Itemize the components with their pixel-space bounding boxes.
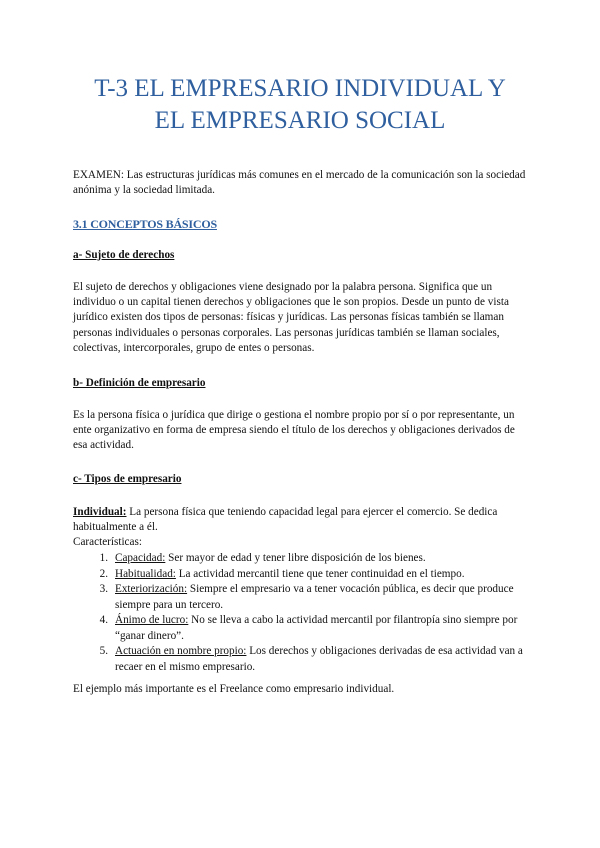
caracteristicas-list: [73, 551, 528, 675]
ejemplo-paragraph: El ejemplo más importante es el Freelance como empresario individual.: [73, 683, 395, 695]
subheading-tipos-empresario: c- Tipos de empresario: [73, 473, 182, 485]
list-item: [73, 582, 528, 613]
list-item-text: Siempre el empresario va a tener vocación pública, es decir que produce siempre para un tercero.: [115, 583, 514, 611]
section-heading: 3.1 CONCEPTOS BÁSICOS: [73, 217, 217, 231]
definicion-empresario-paragraph: Es la persona física o jurídica que dirige o gestiona el nombre propio por sí o por representante, un ente organizativo en forma de empresa siendo el título de los derechos y obligaciones derivados de esa actividad.: [73, 409, 515, 452]
list-item-label: Ánimo de lucro:: [115, 614, 189, 626]
subheading-definicion-empresario: b- Definición de empresario: [73, 377, 206, 389]
title-line-1: T-3 EL EMPRESARIO INDIVIDUAL Y: [94, 75, 506, 102]
list-item-number: 5.: [99, 645, 108, 657]
list-item-number: 3.: [99, 583, 108, 595]
list-item-number: 1.: [99, 552, 108, 564]
list-item-text: La actividad mercantil tiene que tener continuidad en el tiempo.: [175, 567, 465, 580]
list-item-label: Actuación en nombre propio:: [115, 645, 247, 657]
caracteristicas-label: Características:: [73, 536, 142, 548]
list-item-text: Ser mayor de edad y tener libre disposición de los bienes.: [165, 552, 426, 564]
list-item-label: Exteriorización:: [115, 583, 188, 595]
list-item-label: Habitualidad:: [115, 567, 176, 580]
list-item: [73, 567, 528, 583]
sujeto-derechos-paragraph: El sujeto de derechos y obligaciones viene designado por la palabra persona. Significa que un individuo o un capital tienen derechos y obligaciones que le son propios. Desde un punto de vista jurídico existen dos tipos de personas: físicas y jurídicas. Las personas físicas también se llaman personas individuales o personas corporales. Las personas jurídicas también se llaman sociales, colectivas, intercorporales, grupo de entes o personas.: [73, 281, 509, 354]
list-item-number: 4.: [99, 614, 108, 626]
list-item-number: 2.: [99, 567, 108, 580]
list-item-label: Capacidad:: [115, 552, 166, 564]
document-title: [40, 73, 560, 137]
list-item: [73, 551, 528, 567]
examen-paragraph: EXAMEN: Las estructuras jurídicas más comunes en el mercado de la comunicación son la sociedad anónima y la sociedad limitada.: [73, 169, 526, 197]
title-line-2: EL EMPRESARIO SOCIAL: [154, 107, 446, 134]
individual-text: La persona física que teniendo capacidad legal para ejercer el comercio. Se dedica habitualmente a él.: [73, 506, 498, 534]
list-item-text: Los derechos y obligaciones derivadas de esa actividad van a recaer en el mismo empresario.: [115, 645, 523, 673]
individual-paragraph: [73, 505, 528, 535]
subheading-sujeto-derechos: a- Sujeto de derechos: [73, 249, 175, 261]
list-item: [73, 644, 528, 675]
individual-label: Individual:: [73, 506, 127, 518]
list-item: [73, 613, 528, 644]
list-item-text: No se lleva a cabo la actividad mercantil por filantropía sino siempre por “ganar dinero”.: [115, 614, 518, 642]
